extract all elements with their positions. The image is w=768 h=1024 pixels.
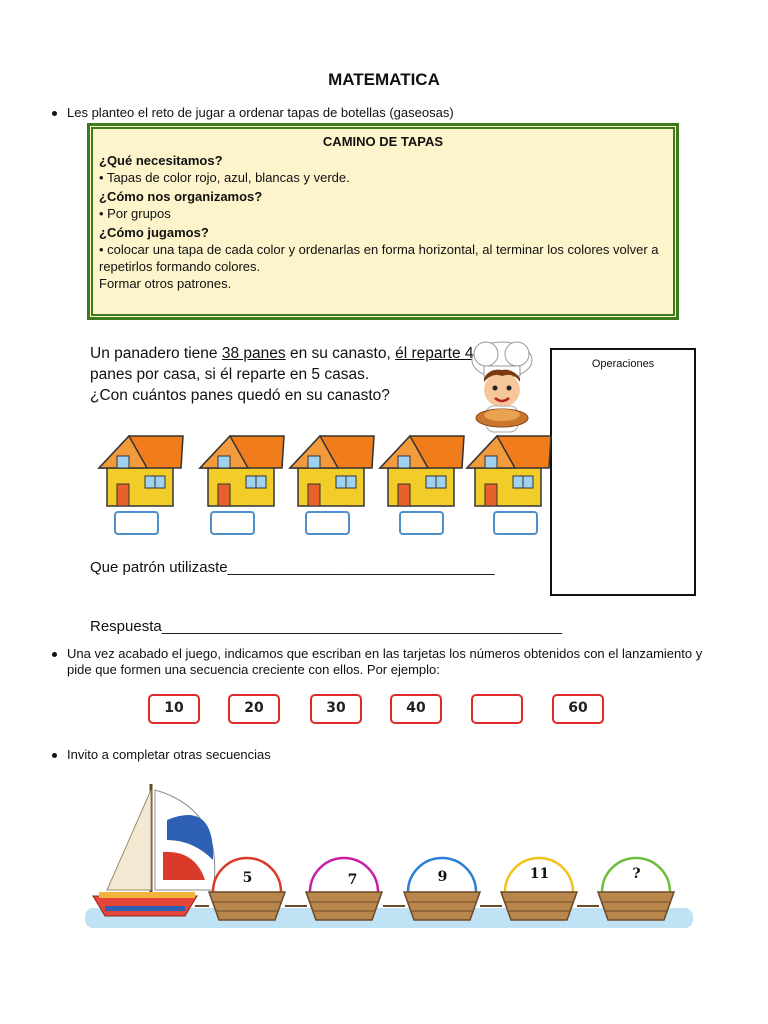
- respuesta-label: Respuesta________________________________________________: [90, 618, 563, 635]
- house-icon: [198, 432, 286, 508]
- number-card: 40: [390, 694, 442, 724]
- operaciones-box[interactable]: [550, 348, 696, 596]
- problem-text: Un panadero tiene: [90, 345, 222, 362]
- problem-question: ¿Con cuántos panes quedó en su canasto?: [90, 387, 390, 404]
- word-problem: [90, 343, 474, 406]
- house-icon: [465, 432, 553, 508]
- answer-box[interactable]: [493, 511, 538, 535]
- bullet-icon: [52, 652, 57, 657]
- answer-2: • Por grupos: [99, 205, 667, 222]
- answer-box[interactable]: [399, 511, 444, 535]
- problem-text: panes por casa, si él reparte en 5 casas.: [90, 366, 370, 383]
- camino-de-tapas-box: [88, 124, 678, 319]
- problem-text: en su canasto,: [285, 345, 396, 362]
- answer-1: • Tapas de color rojo, azul, blancas y verde.: [99, 169, 667, 186]
- rope-links: [195, 900, 695, 912]
- number-card-empty[interactable]: [471, 694, 523, 724]
- intro-text: Les planteo el reto de jugar a ordenar tapas de botellas (gaseosas): [67, 105, 454, 120]
- answer-3: • colocar una tapa de cada color y ordenarlas en forma horizontal, al terminar los colores volver a repetirlos formando colores.: [99, 241, 667, 275]
- bullet-icon: [52, 753, 57, 758]
- problem-underlined: 38 panes: [221, 345, 286, 362]
- problem-underlined: él reparte 4: [395, 345, 474, 362]
- bullet-icon: [52, 111, 57, 116]
- house-icon: [378, 432, 466, 508]
- number-card: 10: [148, 694, 200, 724]
- answer-box[interactable]: [114, 511, 159, 535]
- answer-box[interactable]: [305, 511, 350, 535]
- house-icon: [288, 432, 376, 508]
- sequence-boat: [400, 850, 485, 925]
- sequence-boat: [594, 850, 679, 925]
- invite-bullet: [67, 747, 271, 763]
- boat-number: 9: [437, 869, 448, 885]
- number-card: 60: [552, 694, 604, 724]
- number-card: 20: [228, 694, 280, 724]
- house-icon: [97, 432, 185, 508]
- boat-number-unknown[interactable]: ?: [632, 866, 641, 882]
- sequence-boat: [497, 850, 582, 925]
- answer-4: Formar otros patrones.: [99, 276, 232, 291]
- instruction-text: Una vez acabado el juego, indicamos que escriban en las tarjetas los números obtenidos con el lanzamiento y pide que formen una secuencia creciente con ellos. Por ejemplo:: [67, 646, 703, 677]
- boat-number: 11: [529, 866, 550, 882]
- answer-box[interactable]: [210, 511, 255, 535]
- page-title: MATEMATICA: [328, 70, 440, 89]
- box-title: CAMINO DE TAPAS: [322, 134, 444, 149]
- baker-chef-icon: [462, 338, 542, 438]
- question-2: ¿Cómo nos organizamos?: [99, 189, 263, 204]
- question-3: ¿Cómo jugamos?: [99, 225, 209, 240]
- boat-number: 7: [347, 872, 358, 888]
- patron-label: Que patrón utilizaste________________________________: [90, 559, 495, 576]
- question-1: ¿Qué necesitamos?: [99, 153, 223, 168]
- number-card: 30: [310, 694, 362, 724]
- sequence-boat: [205, 850, 290, 925]
- intro-bullet: [67, 105, 454, 121]
- invite-text: Invito a completar otras secuencias: [67, 747, 271, 762]
- boat-number: 5: [242, 870, 253, 886]
- instruction-bullet: [67, 646, 707, 678]
- operaciones-label: Operaciones: [591, 358, 655, 370]
